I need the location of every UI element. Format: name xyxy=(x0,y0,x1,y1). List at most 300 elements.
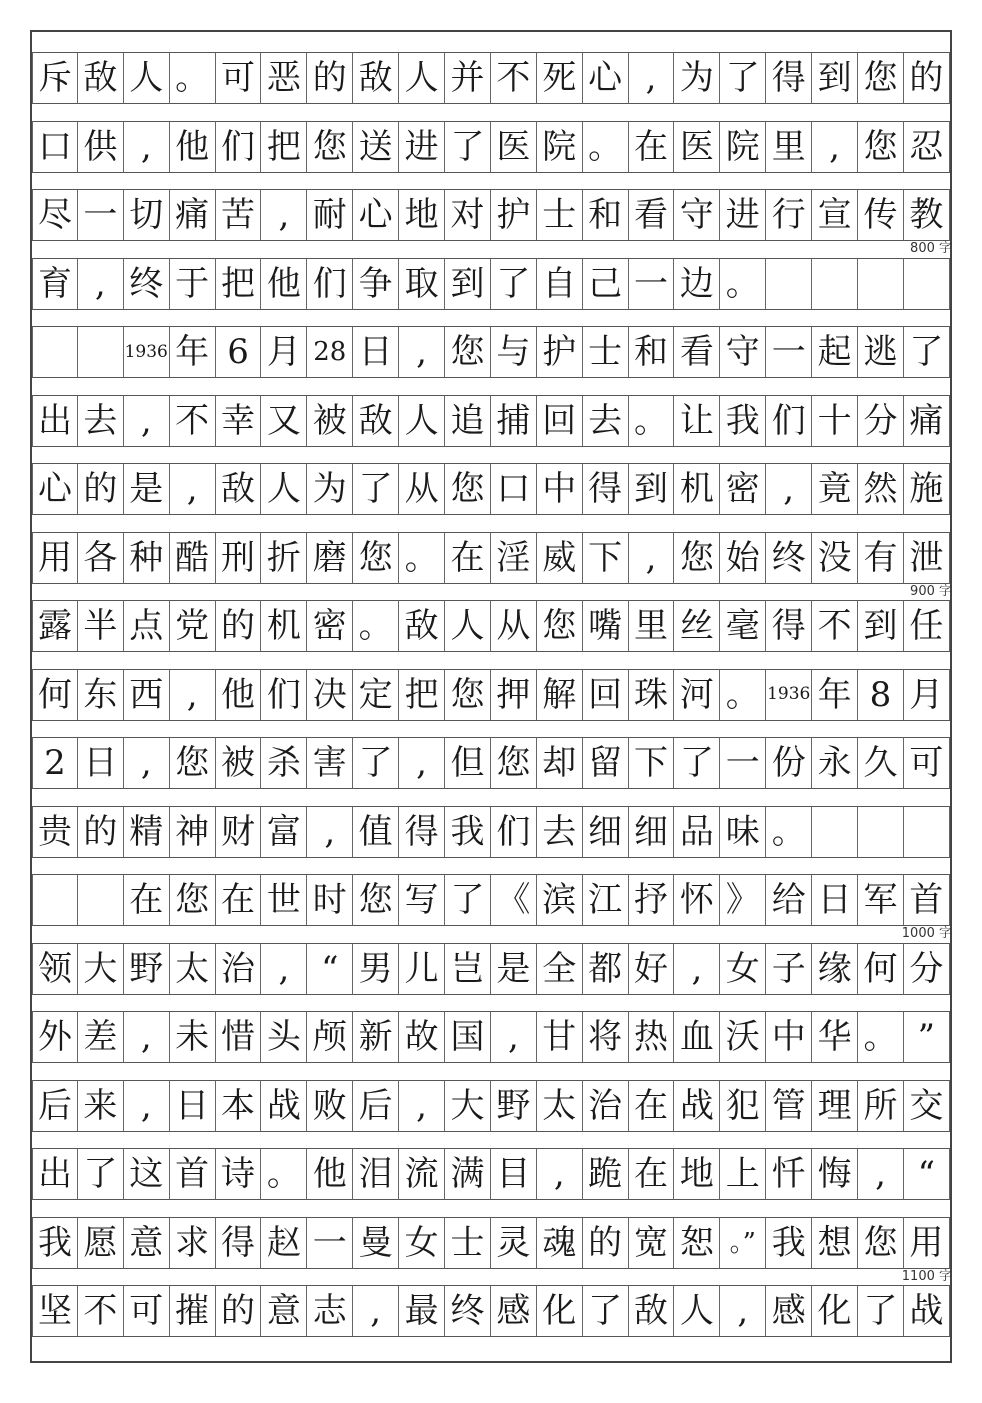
grid-cell: 一 xyxy=(307,1217,353,1269)
grid-cell: 军 xyxy=(858,874,904,926)
grid-cell: 回 xyxy=(537,395,583,447)
grid-cell: 滨 xyxy=(537,874,583,926)
grid-cell: 到 xyxy=(812,52,858,104)
grid-cell: 您 xyxy=(307,121,353,173)
grid-cell: 和 xyxy=(629,326,675,378)
grid-cell: ” xyxy=(904,1011,950,1063)
grid-cell: 他 xyxy=(261,258,307,310)
grid-cell: 医 xyxy=(674,121,720,173)
grid-row xyxy=(32,1217,950,1269)
grid-cell: 求 xyxy=(170,1217,216,1269)
grid-cell: 败 xyxy=(307,1080,353,1132)
grid-cell: 尽 xyxy=(32,189,78,241)
grid-cell: 想 xyxy=(812,1217,858,1269)
grid-cell: 感 xyxy=(766,1285,812,1337)
grid-cell: 十 xyxy=(812,395,858,447)
grid-row xyxy=(32,532,950,584)
grid-cell: 目 xyxy=(491,1148,537,1200)
grid-cell: 始 xyxy=(720,532,766,584)
grid-cell: 党 xyxy=(170,600,216,652)
grid-cell: 自 xyxy=(537,258,583,310)
grid-cell: , xyxy=(124,121,170,173)
grid-cell: 女 xyxy=(720,943,766,995)
grid-cell xyxy=(904,806,950,858)
grid-cell: 了 xyxy=(904,326,950,378)
grid-cell: 竟 xyxy=(812,463,858,515)
grid-cell: 缘 xyxy=(812,943,858,995)
grid-cell: 》 xyxy=(720,874,766,926)
grid-cell: 值 xyxy=(353,806,399,858)
grid-cell: 教 xyxy=(904,189,950,241)
grid-cell: 您 xyxy=(858,1217,904,1269)
grid-cell: 各 xyxy=(78,532,124,584)
grid-cell: 摧 xyxy=(170,1285,216,1337)
grid-cell: 意 xyxy=(261,1285,307,1337)
grid-cell: 化 xyxy=(812,1285,858,1337)
grid-cell: 恶 xyxy=(261,52,307,104)
grid-cell: 被 xyxy=(307,395,353,447)
grid-cell: , xyxy=(720,1285,766,1337)
grid-cell xyxy=(858,806,904,858)
grid-cell: 出 xyxy=(32,395,78,447)
grid-cell: 忍 xyxy=(904,121,950,173)
grid-cell: 志 xyxy=(307,1285,353,1337)
grid-cell: 您 xyxy=(445,669,491,721)
grid-cell: 酷 xyxy=(170,532,216,584)
grid-cell: 子 xyxy=(766,943,812,995)
grid-cell: 把 xyxy=(399,669,445,721)
grid-cell: , xyxy=(491,1011,537,1063)
grid-row xyxy=(32,806,950,858)
grid-cell: , xyxy=(674,943,720,995)
grid-cell: 切 xyxy=(124,189,170,241)
grid-cell: 了 xyxy=(491,258,537,310)
grid-cell: 首 xyxy=(170,1148,216,1200)
grid-cell: 故 xyxy=(399,1011,445,1063)
grid-cell: 宽 xyxy=(629,1217,675,1269)
grid-cell: 您 xyxy=(353,874,399,926)
grid-cell: 。 xyxy=(399,532,445,584)
grid-cell: , xyxy=(812,121,858,173)
grid-cell: “ xyxy=(307,943,353,995)
grid-cell: 心 xyxy=(583,52,629,104)
grid-cell: , xyxy=(399,737,445,789)
grid-cell: 去 xyxy=(537,806,583,858)
grid-cell: 决 xyxy=(307,669,353,721)
grid-cell: 人 xyxy=(674,1285,720,1337)
grid-cell: 《 xyxy=(491,874,537,926)
grid-cell: 中 xyxy=(537,463,583,515)
grid-cell: 院 xyxy=(720,121,766,173)
grid-cell: 传 xyxy=(858,189,904,241)
grid-cell: 不 xyxy=(170,395,216,447)
grid-cell: 得 xyxy=(766,52,812,104)
grid-cell: 不 xyxy=(812,600,858,652)
grid-cell: 可 xyxy=(216,52,262,104)
grid-cell: 送 xyxy=(353,121,399,173)
grid-cell: 的 xyxy=(216,1285,262,1337)
grid-cell: 好 xyxy=(629,943,675,995)
grid-cell: 里 xyxy=(766,121,812,173)
grid-cell: 守 xyxy=(674,189,720,241)
grid-cell: 终 xyxy=(766,532,812,584)
grid-cell: 折 xyxy=(261,532,307,584)
grid-cell: 士 xyxy=(445,1217,491,1269)
grid-cell: 战 xyxy=(674,1080,720,1132)
grid-cell: 逃 xyxy=(858,326,904,378)
grid-cell: 日 xyxy=(78,737,124,789)
grid-cell: 心 xyxy=(32,463,78,515)
grid-row xyxy=(32,874,950,926)
grid-cell xyxy=(78,326,124,378)
grid-cell: 士 xyxy=(583,326,629,378)
grid-cell: 们 xyxy=(766,395,812,447)
grid-cell: 供 xyxy=(78,121,124,173)
grid-cell: 忏 xyxy=(766,1148,812,1200)
grid-cell: 分 xyxy=(858,395,904,447)
grid-row xyxy=(32,1285,950,1337)
grid-cell: 愿 xyxy=(78,1217,124,1269)
grid-cell: 了 xyxy=(353,463,399,515)
grid-cell: 。 xyxy=(583,121,629,173)
grid-cell: 的 xyxy=(216,600,262,652)
grid-cell: 耐 xyxy=(307,189,353,241)
grid-cell: 太 xyxy=(170,943,216,995)
grid-cell: 何 xyxy=(32,669,78,721)
grid-cell: 在 xyxy=(445,532,491,584)
grid-row xyxy=(32,737,950,789)
grid-cell: 在 xyxy=(124,874,170,926)
grid-cell: 敌 xyxy=(353,52,399,104)
grid-cell: 大 xyxy=(445,1080,491,1132)
grid-cell: 了 xyxy=(445,121,491,173)
grid-cell: 追 xyxy=(445,395,491,447)
grid-cell: 在 xyxy=(629,121,675,173)
grid-cell: 去 xyxy=(78,395,124,447)
grid-cell: 永 xyxy=(812,737,858,789)
grid-cell: 士 xyxy=(537,189,583,241)
grid-cell: 任 xyxy=(904,600,950,652)
grid-cell: 种 xyxy=(124,532,170,584)
grid-cell: , xyxy=(124,737,170,789)
grid-cell: , xyxy=(170,669,216,721)
grid-cell: 敌 xyxy=(399,600,445,652)
grid-cell xyxy=(766,258,812,310)
grid-cell: 沃 xyxy=(720,1011,766,1063)
grid-cell: 28 xyxy=(307,326,353,378)
grid-cell: 得 xyxy=(399,806,445,858)
grid-cell: 毫 xyxy=(720,600,766,652)
grid-cell: 我 xyxy=(32,1217,78,1269)
grid-cell: 理 xyxy=(812,1080,858,1132)
grid-cell: 们 xyxy=(307,258,353,310)
grid-cell: 解 xyxy=(537,669,583,721)
grid-cell: 可 xyxy=(904,737,950,789)
grid-cell: 了 xyxy=(353,737,399,789)
grid-cell: 久 xyxy=(858,737,904,789)
grid-row xyxy=(32,943,950,995)
grid-cell: 进 xyxy=(399,121,445,173)
grid-cell: 行 xyxy=(766,189,812,241)
grid-cell: 您 xyxy=(858,121,904,173)
grid-cell: 密 xyxy=(720,463,766,515)
grid-cell: 中 xyxy=(766,1011,812,1063)
grid-cell: 。 xyxy=(261,1148,307,1200)
grid-cell: 进 xyxy=(720,189,766,241)
grid-cell: 细 xyxy=(629,806,675,858)
grid-cell: 幸 xyxy=(216,395,262,447)
grid-row xyxy=(32,1148,950,1200)
grid-cell: 了 xyxy=(78,1148,124,1200)
grid-cell: 。” xyxy=(720,1217,766,1269)
grid-cell: 了 xyxy=(720,52,766,104)
grid-cell: 敌 xyxy=(78,52,124,104)
grid-cell: 口 xyxy=(32,121,78,173)
grid-cell: 。 xyxy=(720,669,766,721)
grid-cell: “ xyxy=(904,1148,950,1200)
grid-cell: 颅 xyxy=(307,1011,353,1063)
grid-cell: 所 xyxy=(858,1080,904,1132)
grid-cell: 敌 xyxy=(629,1285,675,1337)
grid-row xyxy=(32,121,950,173)
grid-cell: 江 xyxy=(583,874,629,926)
grid-cell: 机 xyxy=(261,600,307,652)
grid-cell: 不 xyxy=(491,52,537,104)
grid-row xyxy=(32,326,950,378)
grid-cell: 宣 xyxy=(812,189,858,241)
grid-cell: 西 xyxy=(124,669,170,721)
grid-cell: 为 xyxy=(674,52,720,104)
grid-cell: 押 xyxy=(491,669,537,721)
grid-cell: 被 xyxy=(216,737,262,789)
grid-cell: 诗 xyxy=(216,1148,262,1200)
grid-cell: 1936 xyxy=(766,669,812,721)
grid-cell: 威 xyxy=(537,532,583,584)
grid-cell: 育 xyxy=(32,258,78,310)
grid-row xyxy=(32,463,950,515)
grid-cell: 日 xyxy=(353,326,399,378)
grid-cell: 护 xyxy=(537,326,583,378)
grid-cell: 。 xyxy=(353,600,399,652)
grid-cell: 坚 xyxy=(32,1285,78,1337)
grid-cell: 悔 xyxy=(812,1148,858,1200)
grid-cell: 贵 xyxy=(32,806,78,858)
grid-cell: 珠 xyxy=(629,669,675,721)
grid-cell: 血 xyxy=(674,1011,720,1063)
grid-cell: 华 xyxy=(812,1011,858,1063)
grid-cell: 起 xyxy=(812,326,858,378)
grid-cell: 泄 xyxy=(904,532,950,584)
grid-cell: 把 xyxy=(261,121,307,173)
grid-cell: 露 xyxy=(32,600,78,652)
grid-cell: , xyxy=(261,189,307,241)
grid-cell: 神 xyxy=(170,806,216,858)
grid-cell: 首 xyxy=(904,874,950,926)
grid-cell: 热 xyxy=(629,1011,675,1063)
grid-cell: 敌 xyxy=(216,463,262,515)
grid-cell: 然 xyxy=(858,463,904,515)
grid-cell: 机 xyxy=(674,463,720,515)
grid-cell: , xyxy=(353,1285,399,1337)
grid-cell: 有 xyxy=(858,532,904,584)
grid-cell: 他 xyxy=(170,121,216,173)
grid-cell: 守 xyxy=(720,326,766,378)
grid-cell: 回 xyxy=(583,669,629,721)
grid-cell: 用 xyxy=(904,1217,950,1269)
grid-cell: 苦 xyxy=(216,189,262,241)
grid-cell: , xyxy=(766,463,812,515)
grid-cell: 从 xyxy=(399,463,445,515)
grid-cell: 敌 xyxy=(353,395,399,447)
grid-cell: 下 xyxy=(629,737,675,789)
grid-cell: 里 xyxy=(629,600,675,652)
grid-cell: 来 xyxy=(78,1080,124,1132)
grid-cell: , xyxy=(399,326,445,378)
grid-cell: 们 xyxy=(261,669,307,721)
grid-cell: 了 xyxy=(583,1285,629,1337)
grid-cell: 跪 xyxy=(583,1148,629,1200)
grid-cell: 一 xyxy=(766,326,812,378)
grid-cell: 最 xyxy=(399,1285,445,1337)
grid-cell: 了 xyxy=(445,874,491,926)
grid-cell: 取 xyxy=(399,258,445,310)
grid-cell: 施 xyxy=(904,463,950,515)
grid-cell: 又 xyxy=(261,395,307,447)
grid-cell: 地 xyxy=(674,1148,720,1200)
grid-cell: 人 xyxy=(445,600,491,652)
grid-cell: 写 xyxy=(399,874,445,926)
grid-cell: 医 xyxy=(491,121,537,173)
grid-cell: 大 xyxy=(78,943,124,995)
grid-cell: 们 xyxy=(216,121,262,173)
grid-row xyxy=(32,189,950,241)
grid-cell xyxy=(812,806,858,858)
grid-cell: 差 xyxy=(78,1011,124,1063)
grid-cell xyxy=(78,874,124,926)
grid-cell: 您 xyxy=(537,600,583,652)
grid-cell: 您 xyxy=(170,737,216,789)
grid-cell: 密 xyxy=(307,600,353,652)
grid-cell: 院 xyxy=(537,121,583,173)
grid-cell: 男 xyxy=(353,943,399,995)
grid-cell: 他 xyxy=(216,669,262,721)
grid-cell: 定 xyxy=(353,669,399,721)
grid-cell: 。 xyxy=(766,806,812,858)
grid-cell: 人 xyxy=(261,463,307,515)
grid-cell: 年 xyxy=(812,669,858,721)
grid-cell: 了 xyxy=(858,1285,904,1337)
grid-cell: 世 xyxy=(261,874,307,926)
grid-cell: 日 xyxy=(812,874,858,926)
grid-cell: 。 xyxy=(720,258,766,310)
grid-cell: , xyxy=(537,1148,583,1200)
grid-cell: 终 xyxy=(445,1285,491,1337)
word-count-marker: 900 字 xyxy=(910,583,952,599)
grid-cell: , xyxy=(124,1011,170,1063)
grid-cell: 不 xyxy=(78,1285,124,1337)
grid-cell: 您 xyxy=(858,52,904,104)
grid-cell xyxy=(32,326,78,378)
grid-cell xyxy=(904,258,950,310)
grid-cell: 到 xyxy=(629,463,675,515)
grid-cell: 争 xyxy=(353,258,399,310)
grid-cell: 甘 xyxy=(537,1011,583,1063)
grid-cell: 管 xyxy=(766,1080,812,1132)
grid-cell: 国 xyxy=(445,1011,491,1063)
grid-cell: 的 xyxy=(583,1217,629,1269)
grid-cell: 泪 xyxy=(353,1148,399,1200)
grid-row xyxy=(32,600,950,652)
grid-cell: 心 xyxy=(353,189,399,241)
grid-cell: 您 xyxy=(445,326,491,378)
grid-cell: 意 xyxy=(124,1217,170,1269)
grid-cell: 魂 xyxy=(537,1217,583,1269)
grid-cell: 。 xyxy=(170,52,216,104)
grid-cell: 痛 xyxy=(170,189,216,241)
grid-cell: 。 xyxy=(629,395,675,447)
grid-cell: 可 xyxy=(124,1285,170,1337)
grid-cell: 淫 xyxy=(491,532,537,584)
grid-cell: , xyxy=(858,1148,904,1200)
grid-cell: 得 xyxy=(583,463,629,515)
grid-cell: 6 xyxy=(216,326,262,378)
grid-cell: 留 xyxy=(583,737,629,789)
grid-cell: 他 xyxy=(307,1148,353,1200)
grid-cell: 痛 xyxy=(904,395,950,447)
grid-cell: 对 xyxy=(445,189,491,241)
grid-cell: 人 xyxy=(399,52,445,104)
grid-row xyxy=(32,52,950,104)
grid-cell: 磨 xyxy=(307,532,353,584)
grid-cell: 2 xyxy=(32,737,78,789)
grid-cell: 野 xyxy=(124,943,170,995)
grid-cell: 后 xyxy=(353,1080,399,1132)
grid-cell: 曼 xyxy=(353,1217,399,1269)
grid-cell: 没 xyxy=(812,532,858,584)
grid-cell: 味 xyxy=(720,806,766,858)
grid-cell: 精 xyxy=(124,806,170,858)
grid-cell: 将 xyxy=(583,1011,629,1063)
grid-cell: 您 xyxy=(353,532,399,584)
grid-cell: 得 xyxy=(766,600,812,652)
grid-cell: 的 xyxy=(78,463,124,515)
grid-cell: 让 xyxy=(674,395,720,447)
grid-cell: 一 xyxy=(78,189,124,241)
grid-cell: 半 xyxy=(78,600,124,652)
grid-cell: 感 xyxy=(491,1285,537,1337)
grid-cell: 是 xyxy=(491,943,537,995)
grid-cell: 1936 xyxy=(124,326,170,378)
grid-cell: 您 xyxy=(445,463,491,515)
grid-cell: 都 xyxy=(583,943,629,995)
grid-cell: 并 xyxy=(445,52,491,104)
grid-cell: 您 xyxy=(491,737,537,789)
grid-cell: , xyxy=(629,52,675,104)
grid-cell: 财 xyxy=(216,806,262,858)
grid-cell: 护 xyxy=(491,189,537,241)
grid-row xyxy=(32,1011,950,1063)
grid-cell xyxy=(858,258,904,310)
grid-cell: 抒 xyxy=(629,874,675,926)
grid-cell: , xyxy=(78,258,124,310)
grid-cell: 恕 xyxy=(674,1217,720,1269)
grid-cell: 我 xyxy=(445,806,491,858)
grid-cell: 何 xyxy=(858,943,904,995)
grid-cell: 口 xyxy=(491,463,537,515)
grid-cell: 您 xyxy=(170,874,216,926)
grid-cell: 新 xyxy=(353,1011,399,1063)
grid-cell: 满 xyxy=(445,1148,491,1200)
